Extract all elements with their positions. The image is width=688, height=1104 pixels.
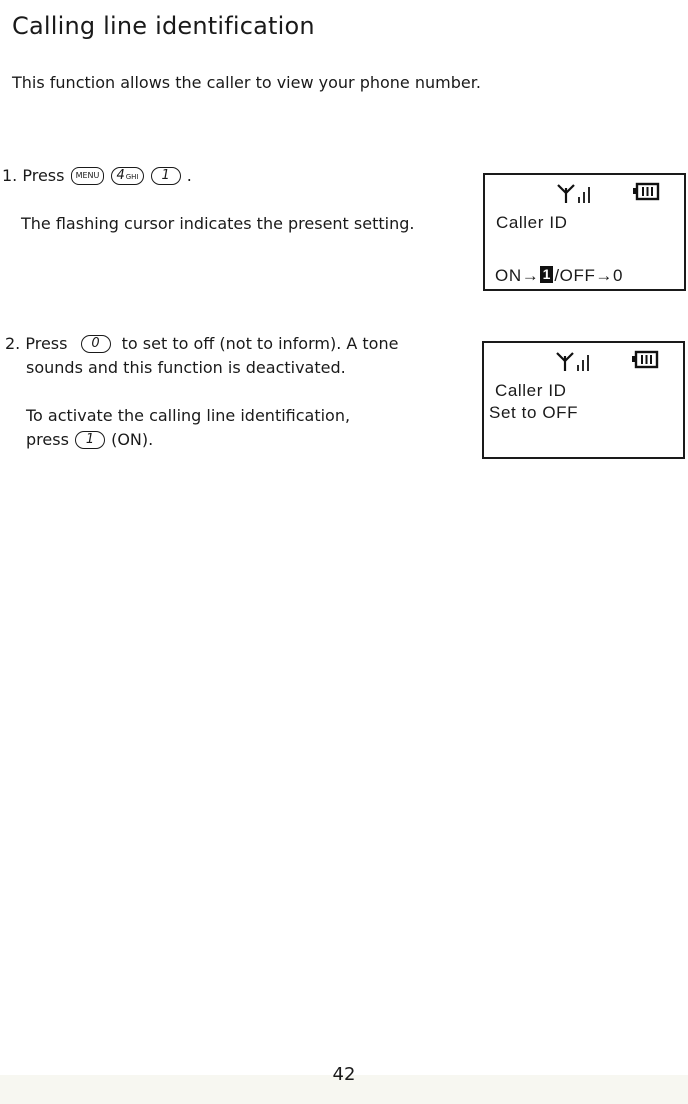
intro-text: This function allows the caller to view your phone number. (12, 73, 481, 92)
battery-icon (631, 350, 659, 370)
step-1-note: The flashing cursor indicates the present setting. (21, 214, 415, 233)
signal-strength-icon (557, 183, 593, 205)
screen-1-title: Caller ID (496, 213, 568, 232)
step-1-prefix: 1. Press (2, 166, 65, 185)
signal-strength-icon (556, 351, 592, 373)
page-title: Calling line identification (12, 12, 315, 40)
option-on: ON→ (495, 266, 540, 285)
key-1-icon: 1 (151, 167, 181, 185)
menu-key-icon: MENU (71, 167, 105, 185)
battery-icon (632, 182, 660, 202)
key-0-icon: 0 (81, 335, 111, 353)
step-2-note-line-2 (26, 428, 153, 452)
screen-1-options (495, 266, 623, 286)
display-screen-2 (482, 341, 685, 459)
key-1-icon: 1 (75, 431, 105, 449)
option-off: /OFF→0 (554, 266, 624, 285)
key-4-label: 4 (116, 167, 125, 183)
screen-2-status: Set to OFF (489, 403, 579, 422)
step-2-rest: to set to off (not to inform). A tone (121, 334, 399, 353)
page-number: 42 (332, 1064, 356, 1085)
step-2-instruction (5, 332, 398, 356)
step-1-suffix: . (186, 166, 192, 185)
key-4-icon (111, 167, 143, 185)
step-2-note-prefix: press (26, 430, 69, 449)
step-2-line-2: sounds and this function is deactivated. (26, 358, 346, 377)
display-screen-1 (483, 173, 686, 291)
key-4-sub: GHI (125, 172, 139, 181)
flashing-cursor: 1 (540, 266, 553, 283)
step-1-instruction (2, 164, 192, 188)
step-2-note-suffix: (ON). (111, 430, 154, 449)
step-2-prefix: 2. Press (5, 334, 68, 353)
screen-2-title: Caller ID (495, 381, 567, 400)
step-2-note-line-1: To activate the calling line identification, (26, 406, 351, 425)
